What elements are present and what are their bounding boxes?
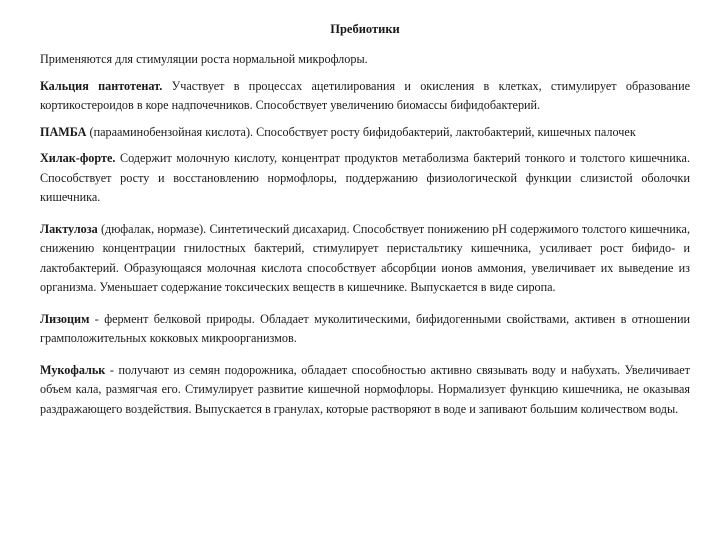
term-mucofalk: Мукофальк xyxy=(40,362,106,377)
description-lactulose: (дюфалак, нормазе). Синтетический дисахарид. Способствует понижению рН содержимого толстого кишечника, снижению концентрации гнилостных бактерий, стимулирует перистальтику кишечника, усиливает рост бифидо- и лактобактерий. Образующаяся молочная кислота способствует абсорбции ионов аммония, увеличивает их выведение из организма. Уменьшает содержание токсических веществ в кишечнике. Выпускается в виде сиропа. xyxy=(40,221,690,294)
intro-text: Применяются для стимуляции роста нормальной микрофлоры. xyxy=(40,52,368,66)
paragraph-lactulose xyxy=(40,220,690,298)
description-pamba: (парааминобензойная кислота). Способствует росту бифидобактерий, лактобактерий, кишечных палочек xyxy=(86,124,636,139)
paragraph-calcium-pantothenate xyxy=(40,77,690,116)
term-pamba: ПАМБА xyxy=(40,124,87,139)
term-lactulose: Лактулоза xyxy=(40,221,98,236)
description-hilak-forte: Содержит молочную кислоту, концентрат продуктов метаболизма бактерий тонкого и толстого кишечника. Способствует росту и восстановлению нормофлоры, поддержанию физиологической функции слизистой оболочки кишечника. xyxy=(40,151,690,204)
paragraph-hilak-forte xyxy=(40,149,690,208)
paragraph-pamba xyxy=(40,123,690,143)
description-mucofalk: - получают из семян подорожника, обладает способностью активно связывать воду и набухать. Увеличивает объем кала, размягчая его. Стимулирует развитие кишечной нормофлоры. Нормализует функцию кишечника, не оказывая раздражающего воздействия. Выпускается в гранулах, которые растворяют в воде и запивают большим количеством воды. xyxy=(40,362,690,416)
description-lysozyme: - фермент белковой природы. Обладает муколитическими, бифидогенными свойствами, активен в отношении грамположительных кокковых микроорганизмов. xyxy=(40,311,690,345)
intro-paragraph xyxy=(40,50,690,70)
term-lysozyme: Лизоцим xyxy=(40,311,90,326)
term-hilak-forte: Хилак-форте. xyxy=(40,151,116,165)
paragraph-mucofalk xyxy=(40,361,690,420)
page-title: Пребиотики xyxy=(330,22,400,36)
paragraph-lysozyme xyxy=(40,310,690,349)
description-calcium-pantothenate: Участвует в процессах ацетилирования и окисления в клетках, стимулирует образование кортикостероидов в коре надпочечников. Способствует увеличению биомассы бифидобактерий. xyxy=(40,78,690,112)
term-calcium-pantothenate: Кальция пантотенат. xyxy=(40,78,163,93)
